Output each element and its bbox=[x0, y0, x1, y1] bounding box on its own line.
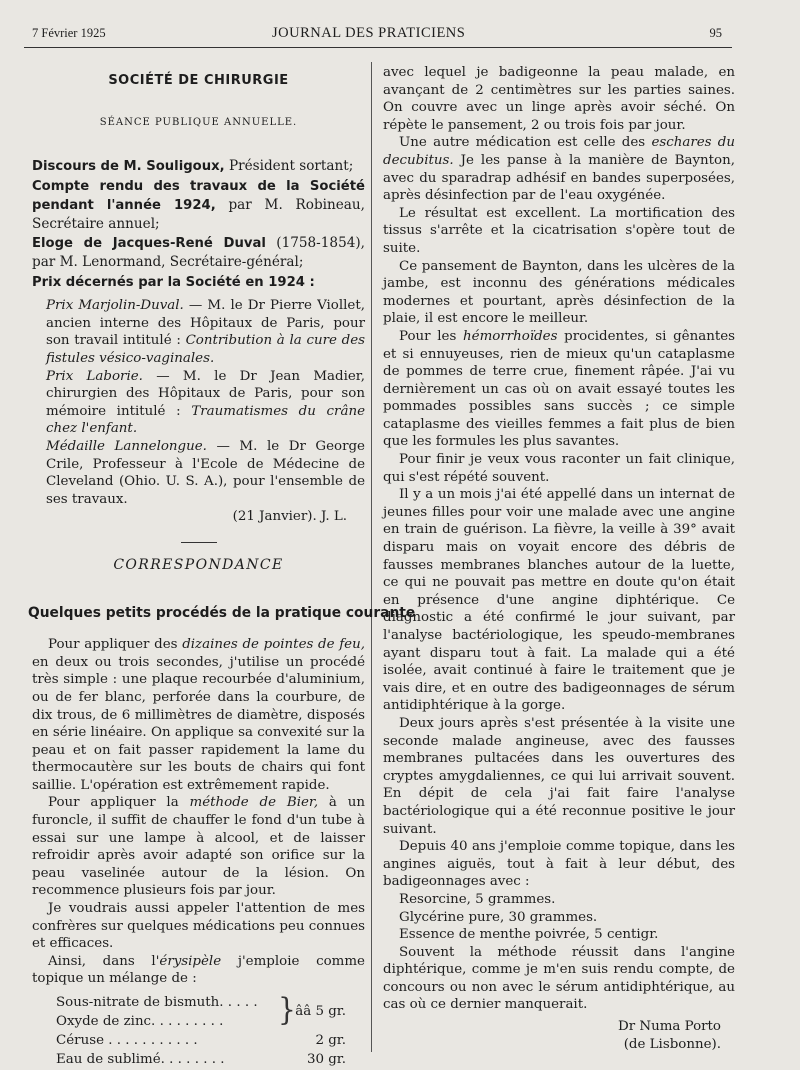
paragraph: Je voudrais aussi appeler l'attention de mes confrères sur quelques médications peu connues et efficaces. bbox=[32, 901, 365, 952]
paragraph: Souvent la méthode réussit dans l'angine diphtérique, comme je m'en suis rendu compte, de concours ou non avec le sérum antidiphtérique, au cas où ce dernier manquerait. bbox=[383, 944, 735, 1013]
header-rule bbox=[24, 47, 732, 48]
header-date: 7 Février 1925 bbox=[32, 26, 106, 40]
paragraph: Ce pansement de Baynton, dans les ulcères de la jambe, est inconnu des générations médicales modernes et pourtant, après désinfection de la plaie, il est encore le meilleur. bbox=[383, 258, 735, 327]
article-title: Quelques petits procédés de la pratique courante bbox=[28, 604, 416, 621]
paragraph: Une autre médication est celle des eschares du decubitus. Je les panse à la manière de Baynton, avec du sparadrap adhésif en bandes superposées, après désinfection par de l'eau oxygénée. bbox=[383, 135, 735, 204]
recipe-dose: 30 gr. bbox=[306, 1052, 346, 1067]
prize-entry: Prix Marjolin-Duval. — M. le Dr Pierre Viollet, ancien interne des Hôpitaux de Paris, pour son travail intitulé : Contribution à la cure des fistules vésico-vaginales. bbox=[46, 298, 365, 366]
agenda-item: Eloge de Jacques-René Duval (1758-1854), par M. Lenormand, Secrétaire-général; bbox=[32, 234, 365, 271]
paragraph: Le résultat est excellent. La mortification des tissus s'arrête et la cicatrisation s'opère tout de suite. bbox=[383, 205, 735, 256]
paragraph: Pour appliquer des dizaines de pointes de feu, en deux ou trois secondes, j'utilise un procédé très simple : une plaque recourbée d'aluminium, ou de fer blanc, perforée dans la courbure, de dix trous, de 6 millimètres de diamètre, disposés en série linéaire. On applique sa convexité sur la peau et on fait passer rapidement la lame du thermocautère sur les bouts de chairs qui font saillie. L'opération est extrêmement rapide. bbox=[32, 637, 365, 793]
author-signature bbox=[383, 1018, 735, 1054]
recipe-ingredient: Eau de sublimé. . . . . . . . bbox=[56, 1052, 225, 1067]
left-column bbox=[28, 66, 416, 1070]
paragraph: Pour les hémorrhoïdes procidentes, si gênantes et si ennuyeuses, rien de mieux qu'un cataplasme de pommes de terre crue, finement râpée. J'ai vu dernièrement un cas où on avait essayé toutes les pommades possibles sans succès ; ce simple cataplasme des vieilles femmes a fait plus de bien que les formules les plus savantes. bbox=[383, 328, 735, 450]
formula-line: Glycérine pure, 30 grammes. bbox=[399, 909, 598, 925]
report-signature: (21 Janvier). J. L. bbox=[232, 509, 347, 525]
column-divider bbox=[371, 62, 372, 1052]
recipe-dose: 2 gr. bbox=[315, 1033, 346, 1048]
page-header bbox=[30, 26, 730, 46]
section-rule bbox=[181, 542, 217, 543]
author-name: Dr Numa Porto bbox=[617, 1019, 721, 1035]
paragraph: Pour appliquer la méthode de Bier, à un furoncle, il suffit de chauffer le fond d'un tube à essai sur une lampe à alcool, et de laisser refroidir après avoir adapté son orifice sur la peau vaselinée autour de la lésion. On recommence plusieurs fois par jour. bbox=[32, 795, 365, 899]
paragraph: Pour finir je veux vous raconter un fait clinique, qui s'est répété souvent. bbox=[383, 452, 735, 485]
brace-mark: } bbox=[278, 991, 296, 1028]
formula-line: Resorcine, 5 grammes. bbox=[399, 891, 556, 907]
paragraph: Depuis 40 ans j'emploie comme topique, dans les angines aiguës, tout à fait à leur début, des badigeonnages avec : bbox=[383, 839, 735, 890]
prix-heading: Prix décernés par la Société en 1924 : bbox=[32, 274, 315, 290]
society-heading: SOCIÉTÉ DE CHIRURGIE bbox=[108, 73, 289, 88]
prize-entry: Médaille Lannelongue. — M. le Dr George Crile, Professeur à l'Ecole de Médecine de Cleveland (Ohio. U. S. A.), pour l'ensemble de ses travaux. bbox=[46, 438, 365, 507]
agenda-item: Discours de M. Souligoux, Président sortant; bbox=[32, 158, 354, 175]
paragraph: Ainsi, dans l'érysipèle j'emploie comme topique un mélange de : bbox=[32, 953, 365, 987]
page-number: 95 bbox=[709, 26, 722, 40]
recipe-ingredient: Céruse . . . . . . . . . . . bbox=[56, 1033, 198, 1048]
agenda-item: Compte rendu des travaux de la Société pendant l'année 1924, par M. Robineau, Secrétaire annuel; bbox=[32, 178, 365, 233]
formula-line: Essence de menthe poivrée, 5 centigr. bbox=[399, 927, 659, 943]
paragraph: Il y a un mois j'ai été appellé dans un internat de jeunes filles pour voir une malade avec une angine en train de guérison. La fièvre, la veille à 39° avait disparu mais on voyait encore des débris de fausses membranes blanches autour de la luette, ce qui ne pouvait pas mettre en doute qu'on était en présence d'une angine diphtérique. Ce diagnostic a été confirmé le jour suivant, par l'analyse bactériologique, les speudo-membranes ayant disparu tout à fait. La malade qui a été isolée, avait continué à faire le traitement que je vais dire, et en outre des badigeonnages de sérum antidiphtérique à la gorge. bbox=[383, 487, 735, 714]
paragraph: avec lequel je badigeonne la peau malade, en avançant de 2 centimètres sur les parties saines. On couvre avec un linge après avoir séché. On répète le pansement, 2 ou trois fois par jour. bbox=[383, 65, 735, 133]
seance-subheading: SÉANCE PUBLIQUE ANNUELLE. bbox=[99, 116, 298, 128]
recipe-dose: ââ 5 gr. bbox=[295, 1004, 346, 1019]
right-column bbox=[383, 64, 735, 1054]
author-place: (de Lisbonne). bbox=[623, 1037, 721, 1053]
correspondance-heading: CORRESPONDANCE bbox=[113, 556, 284, 573]
recipe-ingredient: Sous-nitrate de bismuth. . . . . bbox=[56, 995, 258, 1010]
paragraph: Deux jours après s'est présentée à la visite une seconde malade angineuse, avec des fausses membranes pultacées dans les ouvertures des cryptes amygdaliennes, ce qui lui arrivait souvent. En dépit de cela j'ai fait faire l'analyse bactériologique qui a été reconnue positive le jour suivant. bbox=[383, 715, 735, 837]
recipe-ingredient: Oxyde de zinc. . . . . . . . . bbox=[56, 1014, 224, 1029]
prize-entry: Prix Laborie. — M. le Dr Jean Madier, chirurgien des Hôpitaux de Paris, pour son mémoire intitulé : Traumatismes du crâne chez l'enfant. bbox=[46, 368, 365, 437]
journal-title: JOURNAL DES PRATICIENS bbox=[272, 25, 466, 41]
